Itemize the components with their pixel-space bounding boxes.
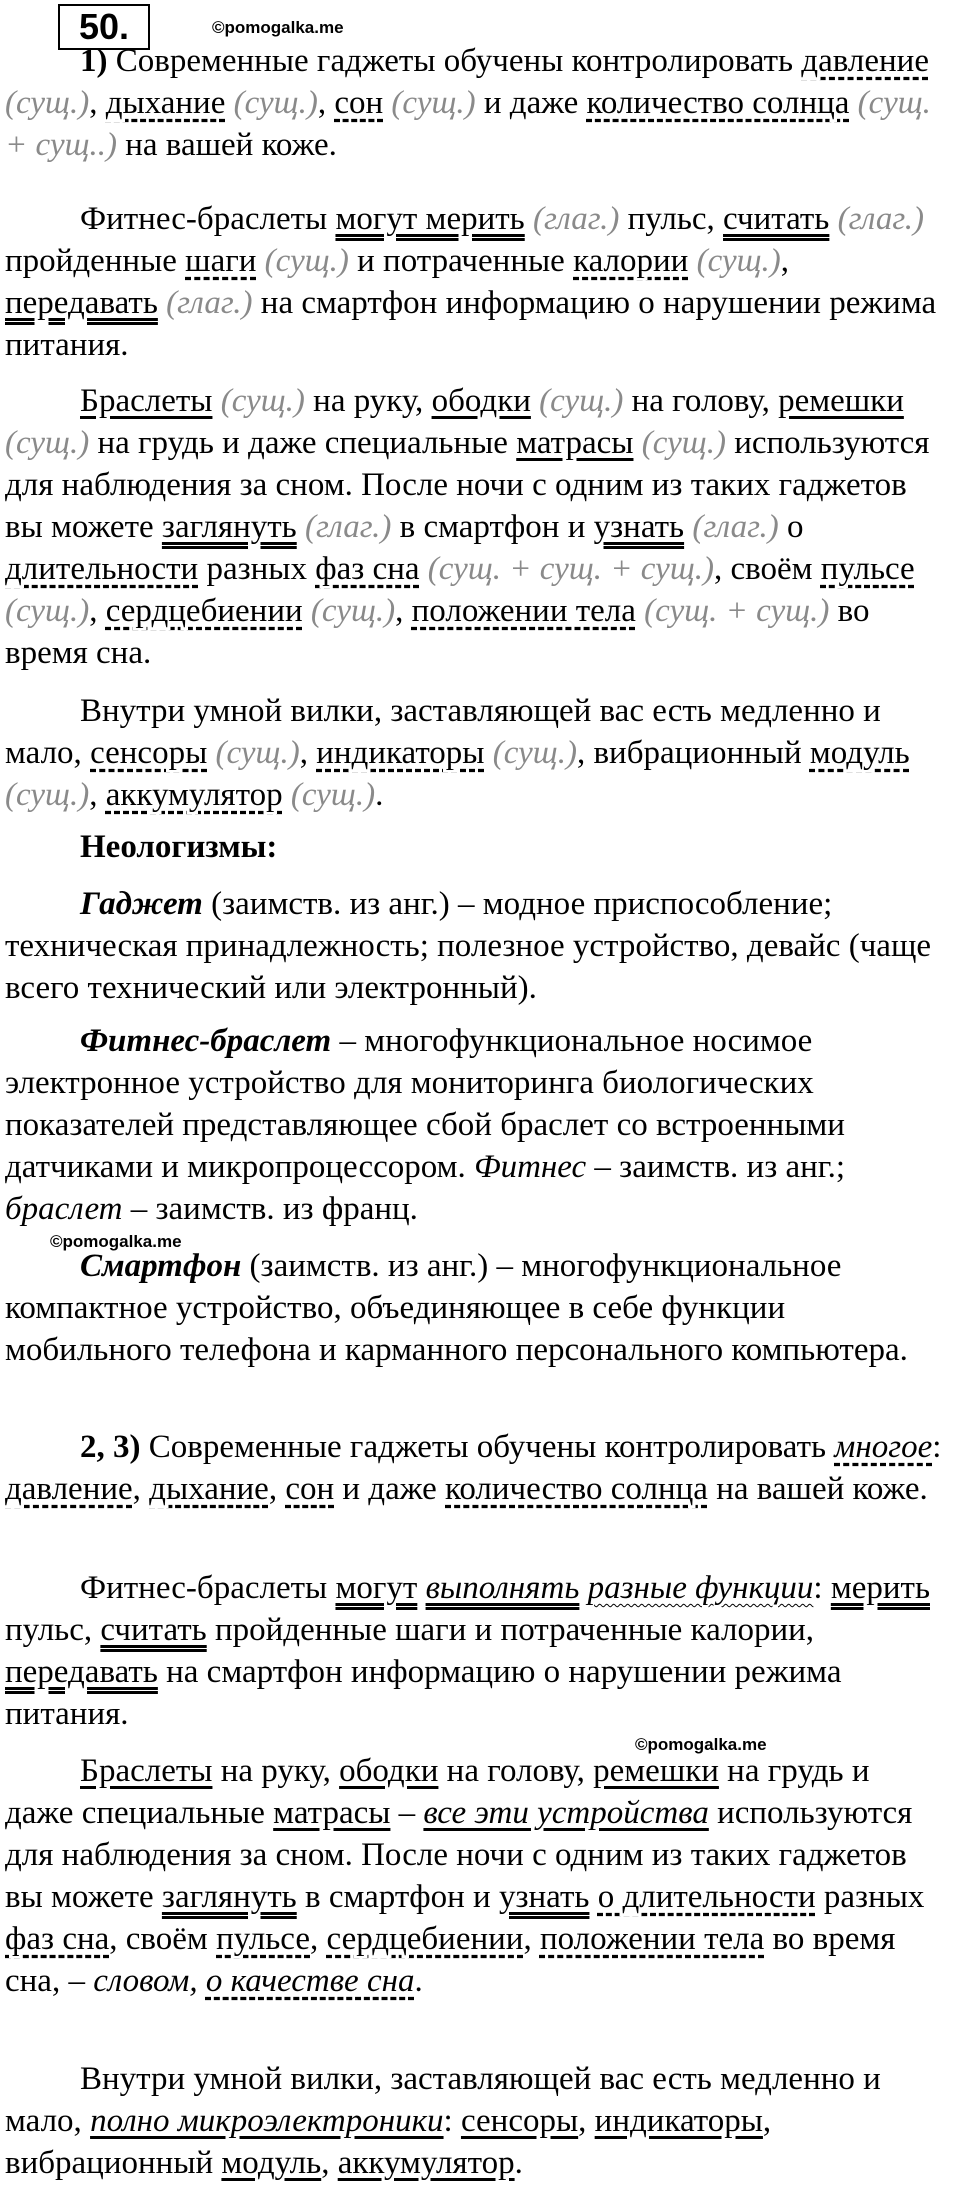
- neologisms-heading: Неологизмы:: [80, 829, 278, 865]
- watermark: ©pomogalka.me: [50, 1232, 182, 1251]
- neologism-gadget: Гаджет (заимств. из анг.) – модное приспособление; техническая принадлежность; полезное устройство, девайс (чаще всего технический или электронный).: [5, 886, 931, 1006]
- part2-paragraph-4: Внутри умной вилки, заставляющей вас есть медленно и мало, полно микроэлектроники: сенсоры, индикаторы, вибрационный модуль, аккумулятор.: [5, 2061, 881, 2181]
- part1-paragraph-3: Браслеты (сущ.) на руку, ободки (сущ.) на голову, ремешки (сущ.) на грудь и даже специальные матрасы (сущ.) используются для наблюдения за сном. После ночи с одним из таких гаджетов вы можете заглянуть (глаг.) в смартфон и узнать (глаг.) о длительности разных фаз сна (сущ. + сущ. + сущ.), своём пульсе (сущ.), сердцебиении (сущ.), положении тела (сущ. + сущ.) во время сна.: [5, 383, 930, 671]
- watermark: ©pomogalka.me: [212, 18, 344, 37]
- exercise-number: 50.: [58, 4, 150, 50]
- part1-paragraph-4: Внутри умной вилки, заставляющей вас есть медленно и мало, сенсоры (сущ.), индикаторы (сущ.), вибрационный модуль (сущ.), аккумулятор (сущ.).: [5, 693, 910, 813]
- part2-paragraph-2: Фитнес-браслеты могут выполнять разные функции: мерить пульс, считать пройденные шаги и потраченные калории, передавать на смартфон информацию о нарушении режима питания.: [5, 1570, 930, 1732]
- neologism-smartphone: Смартфон (заимств. из анг.) – многофункциональное компактное устройство, объединяющее в себе функции мобильного телефона и карманного персонального компьютера.: [5, 1248, 908, 1368]
- part1-paragraph-2: Фитнес-браслеты могут мерить (глаг.) пульс, считать (глаг.) пройденные шаги (сущ.) и потраченные калории (сущ.), передавать (глаг.) на смартфон информацию о нарушении режима питания.: [5, 201, 937, 363]
- part1-paragraph-1: 1) Современные гаджеты обучены контролировать давление (сущ.), дыхание (сущ.), сон (сущ.) и даже количество солнца (сущ. + сущ..) на вашей коже.: [5, 43, 931, 163]
- part2-paragraph-3: Браслеты на руку, ободки на голову, ремешки на грудь и даже специальные матрасы – все эти устройства используются для наблюдения за сном. После ночи с одним из таких гаджетов вы можете заглянуть в смартфон и узнать о длительности разных фаз сна, своём пульсе, сердцебиении, положении тела во время сна, – словом, о качестве сна.: [5, 1753, 925, 1999]
- neologism-fitness-bracelet: Фитнес-браслет – многофункциональное носимое электронное устройство для мониторинга биологических показателей представляющее сбой браслет со встроенными датчиками и микропроцессором. Фитнес – заимств. из анг.; браслет – заимств. из франц.: [5, 1023, 846, 1227]
- watermark: ©pomogalka.me: [635, 1735, 767, 1754]
- part2-paragraph-1: 2, 3) Современные гаджеты обучены контролировать многое: давление, дыхание, сон и даже количество солнца на вашей коже.: [5, 1429, 942, 1507]
